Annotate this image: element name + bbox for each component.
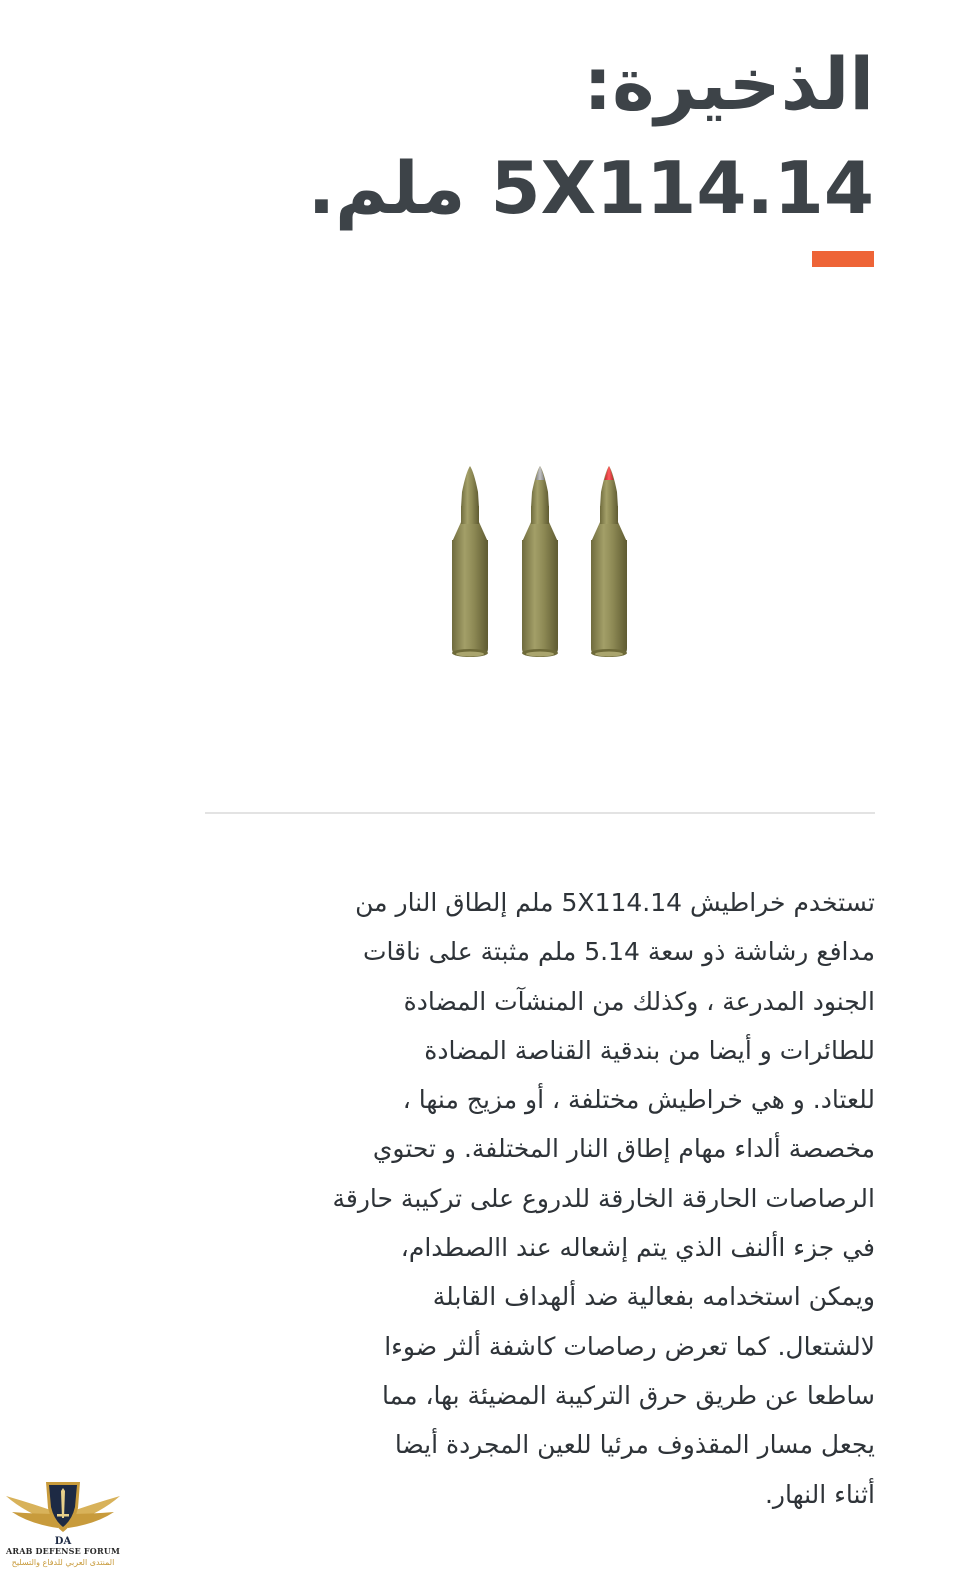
paragraph-line: للعتاد. و هي خراطيش مختلفة ، أو مزيج منها ، <box>402 1085 875 1115</box>
paragraph-line: مخصصة ألداء مهام إطاق النار المختلفة. و تحتوي <box>372 1134 875 1164</box>
section-divider <box>205 812 875 814</box>
cartridges-image <box>440 462 640 662</box>
paragraph-line: ساطعا عن طريق حرق التركيبة المضيئة بها، مما <box>382 1380 875 1410</box>
paragraph-line: مدافع رشاشة ذو سعة 5.14 ملم مثبتة على ناقات <box>362 937 875 967</box>
paragraph-line: الرصاصات الحارقة الخارقة للدروع على تركيبة حارقة <box>332 1183 875 1213</box>
title-line-caliber: 5X114.14 ملم. <box>307 146 874 230</box>
paragraph-line: تستخدم خراطيش 5X114.14 ملم إلطاق النار من <box>355 888 875 917</box>
title-line-heading: الذخيرة: <box>583 42 874 126</box>
paragraph-line: ويمكن استخدامه بفعالية ضد ألهداف القابلة <box>432 1282 875 1312</box>
logo-arabic-name: المنتدى العربي للدفاع والتسليح <box>11 1558 115 1567</box>
paragraph-line: الجنود المدرعة ، وكذلك من المنشآت المضادة <box>403 986 875 1016</box>
logo-initials: DA <box>54 1536 72 1546</box>
page-title <box>234 32 874 240</box>
paragraph-line: أثناء النهار. <box>764 1479 875 1509</box>
forum-emblem-icon <box>4 1474 122 1546</box>
description-paragraph <box>200 878 875 1519</box>
logo-english-name: ARAB DEFENSE FORUM <box>5 1546 121 1556</box>
title-accent-bar <box>812 251 874 267</box>
paragraph-line: في جزء األنف الذي يتم إشعاله عند االصطدام، <box>400 1233 875 1263</box>
paragraph-line: لالشتعال. كما تعرض رصاصات كاشفة ألثر ضوءا <box>384 1331 875 1361</box>
cartridge-red-tip <box>591 466 627 657</box>
paragraph-line: للطائرات و أيضا من بندقية القناصة المضادة <box>424 1035 875 1065</box>
cartridge-plain <box>452 466 488 657</box>
paragraph-line: يجعل مسار المقذوف مرئيا للعين المجردة أيضا <box>394 1430 875 1460</box>
cartridge-silver-tip <box>522 466 558 657</box>
forum-logo <box>4 1474 122 1570</box>
